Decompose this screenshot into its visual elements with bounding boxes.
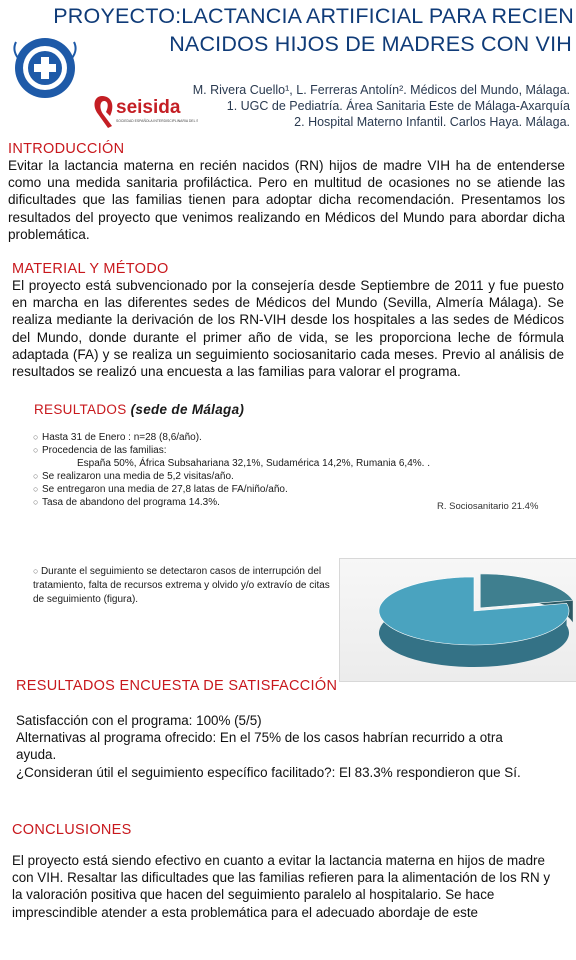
results-heading-sub: (sede de Málaga) [130,402,245,417]
survey-line: ¿Consideran útil el seguimiento específico facilitado?: El 83.3% respondieron que Sí. [16,764,521,780]
conclusions-heading: CONCLUSIONES [12,822,132,838]
circle-bullet-icon: ○ [33,432,39,442]
svg-text:seisida: seisida [116,97,181,118]
circle-bullet-icon: ○ [33,566,41,576]
title-line-1: PROYECTO:LACTANCIA ARTIFICIAL PARA RECIEN [53,4,574,28]
survey-line: Alternativas al programa ofrecido: En el 75% de los casos habrían recurrido a otra ayuda. [16,730,503,763]
pie-data-label: R. Sociosanitario 21.4% [437,501,539,512]
affiliation-line: 1. UGC de Pediatría. Área Sanitaria Este de Málaga-Axarquía [226,99,570,113]
list-item-detail [33,457,553,470]
methods-text: El proyecto está subvencionado por la consejería desde Septiembre de 2011 y fue puesto en marcha en las diferentes sedes de Médicos del Mundo (Sevilla, Almería Málaga). Se realiza mediante la derivación de los RN-VIH desde los hospitales a las sedes de Médicos del Mundo, donde durante el primer año de vida, se les proporciona leche de fórmula adaptada (FA) y se realiza un seguimiento sociosanitario cada meses. Previo al análisis de resultados se realizó una encuesta a las familias para valorar el programa. [12,278,564,380]
conclusions-text: El proyecto está siendo efectivo en cuanto a evitar la lactancia materna en hijos de madre con VIH. Resaltar las dificultades que las familias refieren para la alimentación de los RN y la valoración positiva que hacen del seguimiento paralelo al hospitalario. Se hace imprescindible atender a esta problemática para el adecuado abordaje de este [12,853,551,920]
affiliation-line: 2. Hospital Materno Infantil. Carlos Haya. Málaga. [294,115,570,129]
list-item-text: Se realizaron una media de 5,2 visitas/año. [42,471,234,482]
svg-text:SOCIEDAD ESPAÑOLA INTERDISCIPL: SOCIEDAD ESPAÑOLA INTERDISCIPLINARIA DEL SIDA [116,119,198,123]
results-note-text: Durante el seguimiento se detectaron casos de interrupción del tratamiento, falta de recursos extrema y olvido y/o extravío de citas de seguimiento (figura). [33,566,330,605]
list-item-text: Tasa de abandono del programa 14.3%. [42,497,220,508]
results-heading-label: RESULTADOS [34,402,127,417]
intro-text: Evitar la lactancia materna en recién nacidos (RN) hijos de madre VIH ha de entenderse como una medida sanitaria profiláctica. Pero en multitud de ocasiones no se atiende las dificultades que las familias tienen para adoptar dicha recomendación. Presentamos los resultados del proyecto que venimos realizando en Médicos del Mundo para abordar dicha problemática. [8,158,565,242]
circle-bullet-icon: ○ [33,484,39,494]
results-note [33,564,333,607]
list-item [33,444,553,457]
list-item [33,470,553,483]
poster-title [8,2,574,58]
survey-heading: RESULTADOS ENCUESTA DE SATISFACCIÓN [16,678,338,694]
list-item [33,483,553,496]
circle-bullet-icon: ○ [33,471,39,481]
survey-text [16,712,536,781]
list-item-text: Se entregaron una media de 27,8 latas de FA/niño/año. [42,484,288,495]
author-line: M. Rivera Cuello¹, L. Ferreras Antolín². Médicos del Mundo, Málaga. [192,83,570,97]
list-item-text: Procedencia de las familias: [42,445,167,456]
results-heading [34,402,244,417]
list-item-text: España 50%, África Subsahariana 32,1%, Sudamérica 14,2%, Rumania 6,4%. . [77,458,430,469]
medicos-del-mundo-logo [6,36,84,100]
list-item [33,431,553,444]
circle-bullet-icon: ○ [33,497,39,507]
intro-heading: INTRODUCCIÓN [8,141,125,157]
pie-chart [340,559,576,681]
title-line-2: NACIDOS HIJOS DE MADRES CON VIH [169,32,572,56]
list-item-text: Hasta 31 de Enero : n=28 (8,6/año). [42,432,202,443]
results-list [33,431,553,509]
survey-line: Satisfacción con el programa: 100% (5/5) [16,713,262,728]
circle-bullet-icon: ○ [33,445,39,455]
methods-heading: MATERIAL Y MÉTODO [12,261,169,277]
pie-chart-panel [339,558,576,682]
authors-block [170,82,570,130]
